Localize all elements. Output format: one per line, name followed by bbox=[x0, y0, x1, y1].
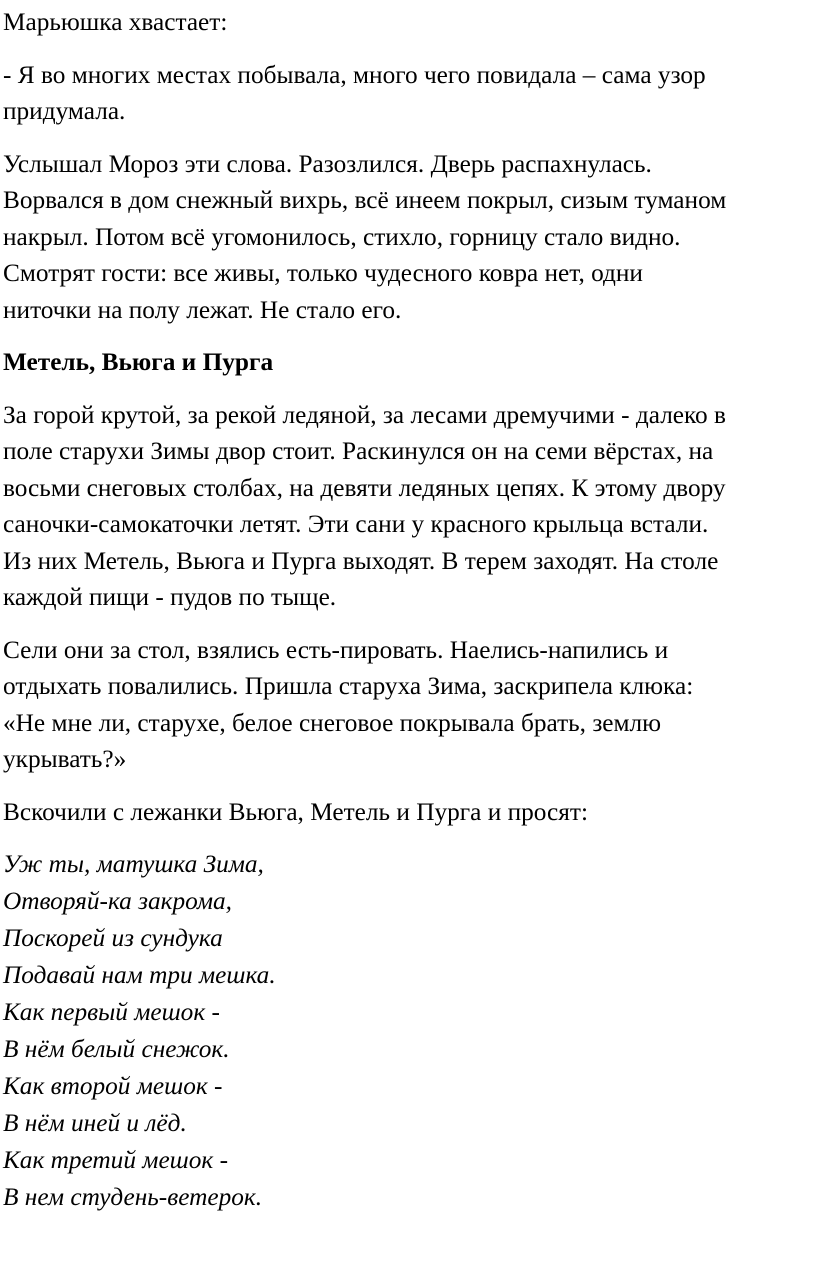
text-line: каждой пищи - пудов по тыще. bbox=[3, 583, 337, 611]
poem-line: Уж ты, матушка Зима, bbox=[3, 850, 264, 878]
paragraph-1 bbox=[3, 0, 811, 41]
text-line: поле старухи Зимы двор стоит. Раскинулся он на семи вёрстах, на bbox=[3, 437, 714, 465]
poem-line: Отворяй-ка закрома, bbox=[3, 887, 232, 915]
paragraph-2 bbox=[3, 57, 811, 130]
paragraph-6 bbox=[3, 794, 811, 831]
text-line: саночки-самокаточки летят. Эти сани у красного крыльца встали. bbox=[3, 510, 709, 538]
text-line: «Не мне ли, старухе, белое снеговое покрывала брать, землю bbox=[3, 708, 662, 737]
text-line: восьми снеговых столбах, на девяти ледяных цепях. К этому двору bbox=[3, 473, 726, 502]
poem-line: Как второй мешок - bbox=[3, 1072, 223, 1100]
paragraph-5 bbox=[3, 632, 811, 778]
text-line: Ворвался в дом снежный вихрь, всё инеем покрыл, сизым туманом bbox=[3, 186, 727, 214]
text-line: Марьюшка хвастает: bbox=[3, 8, 228, 36]
text-line: отдыхать повалились. Пришла старуха Зима, заскрипела клюка: bbox=[3, 672, 694, 700]
text-line: Смотрят гости: все живы, только чудесного ковра нет, одни bbox=[3, 259, 643, 287]
poem-block bbox=[3, 846, 811, 1216]
text-line: Вскочили с лежанки Вьюга, Метель и Пурга и просят: bbox=[3, 797, 588, 826]
text-line: Из них Метель, Вьюга и Пурга выходят. В терем заходят. На столе bbox=[3, 546, 719, 575]
document-page bbox=[3, 0, 811, 1216]
poem-line: В нём иней и лёд. bbox=[3, 1109, 187, 1137]
poem-line: Как третий мешок - bbox=[3, 1146, 229, 1174]
section-heading-block bbox=[3, 344, 811, 381]
text-line: ниточки на полу лежат. Не стало его. bbox=[3, 295, 402, 324]
text-line: придумала. bbox=[3, 97, 126, 125]
poem-line: Подавай нам три мешка. bbox=[3, 961, 276, 989]
section-heading: Метель, Вьюга и Пурга bbox=[3, 348, 274, 376]
paragraph-4 bbox=[3, 397, 811, 616]
text-line: накрыл. Потом всё угомонилось, стихло, горницу стало видно. bbox=[3, 222, 681, 251]
poem-line: В нём белый снежок. bbox=[3, 1035, 230, 1063]
poem-line: Как первый мешок - bbox=[3, 998, 220, 1026]
text-line: За горой крутой, за рекой ледяной, за лесами дремучими - далеко в bbox=[3, 400, 726, 429]
text-line: укрывать?» bbox=[3, 745, 127, 773]
poem-line: В нем студень-ветерок. bbox=[3, 1183, 263, 1211]
text-line: - Я во многих местах побывала, много чего повидала – сама узор bbox=[3, 60, 706, 89]
poem-line: Поскорей из сундука bbox=[3, 924, 223, 952]
text-line: Услышал Мороз эти слова. Разозлился. Дверь распахнулась. bbox=[3, 149, 652, 178]
paragraph-3 bbox=[3, 146, 811, 329]
text-line: Сели они за стол, взялись есть-пировать. Наелись-напились и bbox=[3, 635, 669, 664]
